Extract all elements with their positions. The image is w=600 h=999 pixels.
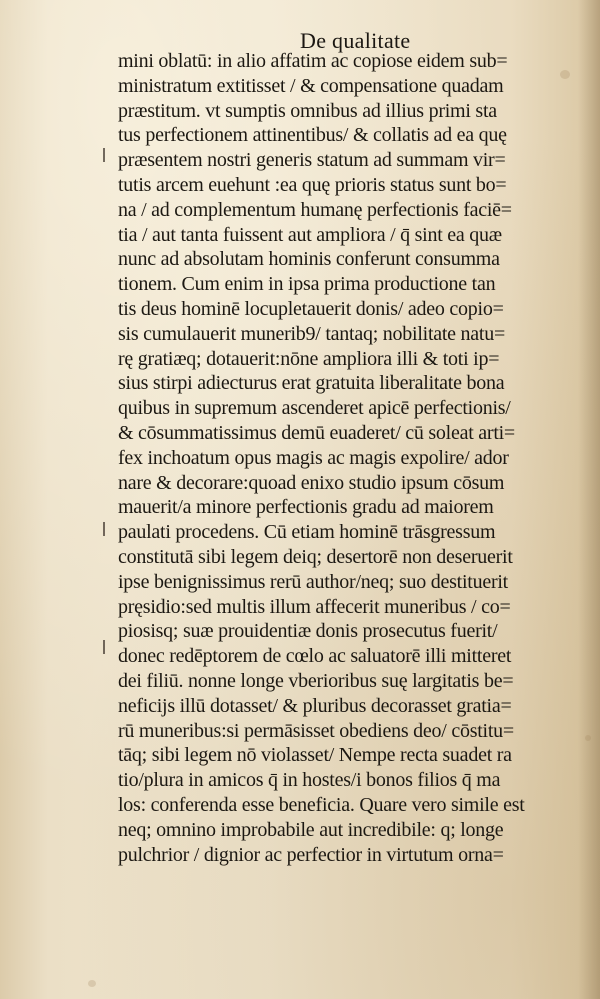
- text-line: tus perfectionem attinentibus/ & collatis ad ea quę: [118, 124, 507, 147]
- text-line: piosisq; suæ prouidentiæ donis prosecutus fuerit/: [118, 620, 498, 643]
- body-text: [118, 49, 568, 867]
- text-line: præstitum. vt sumptis omnibus ad illius primi sta: [118, 99, 497, 122]
- text-line: tionem. Cum enim in ipsa prima productione tan: [118, 273, 496, 296]
- text-line: pręsidio:sed multis illum affecerit muneribus / co=: [118, 595, 511, 618]
- text-line: donec redēptorem de cœlo ac saluatorē illi mitteret: [118, 645, 512, 668]
- text-line: sius stirpi adiecturus erat gratuita liberalitate bona: [118, 372, 505, 395]
- text-line: quibus in supremum ascenderet apicē perfectionis/: [118, 397, 511, 420]
- text-line: præsentem nostri generis statum ad summam vir=: [118, 149, 506, 172]
- text-line: sis cumulauerit munerib9/ tantaq; nobilitate natu=: [118, 322, 506, 345]
- text-line: tia / aut tanta fuissent aut ampliora / q̄ sint ea quæ: [118, 223, 502, 246]
- text-line: paulati procedens. Cū etiam hominē trāsgressum: [118, 521, 496, 544]
- text-line: na / ad complementum humanę perfectionis faciē=: [118, 198, 512, 221]
- text-line: mini oblatū: in alio affatim ac copiose eidem sub=: [118, 50, 508, 72]
- text-line: rę gratiæq; dotauerit:nōne ampliora illi & toti ip=: [118, 347, 500, 370]
- text-line: tis deus hominē locupletauerit donis/ adeo copio=: [118, 297, 504, 320]
- text-line: los: conferenda esse beneficia. Quare vero simile est: [118, 793, 525, 816]
- text-line: fex inchoatum opus magis ac magis expolire/ ador: [118, 446, 509, 469]
- text-line: & cōsummatissimus demū euaderet/ cū soleat arti=: [118, 421, 515, 444]
- text-line: mauerit/a minore perfectionis gradu ad maiorem: [118, 496, 494, 519]
- text-line: dei filiū. nonne longe vberioribus suę largitatis be=: [118, 669, 514, 692]
- margin-mark: [103, 640, 105, 654]
- margin-mark: [103, 148, 105, 162]
- text-line: neficijs illū dotasset/ & pluribus decorasset gratia=: [118, 694, 512, 717]
- text-line: ipse benignissimus rerū author/neq; suo destituerit: [118, 570, 508, 593]
- text-line: rū muneribus:si permāsisset obediens deo/ cōstitu=: [118, 719, 514, 742]
- text-line: tio/plura in amicos q̄ in hostes/i bonos filios q̄ ma: [118, 769, 501, 792]
- text-line: constitutā sibi legem deiq; desertorē non deseruerit: [118, 545, 513, 568]
- page-edge-shadow: [578, 0, 600, 999]
- paper-stain: [88, 980, 96, 987]
- running-head: De qualitate: [300, 28, 411, 53]
- text-line: nare & decorare:quoad enixo studio ipsum cōsum: [118, 471, 505, 494]
- text-line: ministratum extitisset / & compensatione quadam: [118, 74, 504, 97]
- paper-stain: [585, 735, 591, 741]
- text-line: tāq; sibi legem nō violasset/ Nempe recta suadet ra: [118, 744, 512, 767]
- text-line: pulchrior / dignior ac perfectior in virtutum orna=: [118, 843, 504, 866]
- margin-mark: [103, 522, 105, 536]
- text-line: neq; omnino improbabile aut incredibile: q; longe: [118, 818, 504, 841]
- text-line: nunc ad absolutam hominis conferunt consumma: [118, 248, 500, 271]
- text-line: tutis arcem euehunt :ea quę prioris status sunt bo=: [118, 173, 507, 196]
